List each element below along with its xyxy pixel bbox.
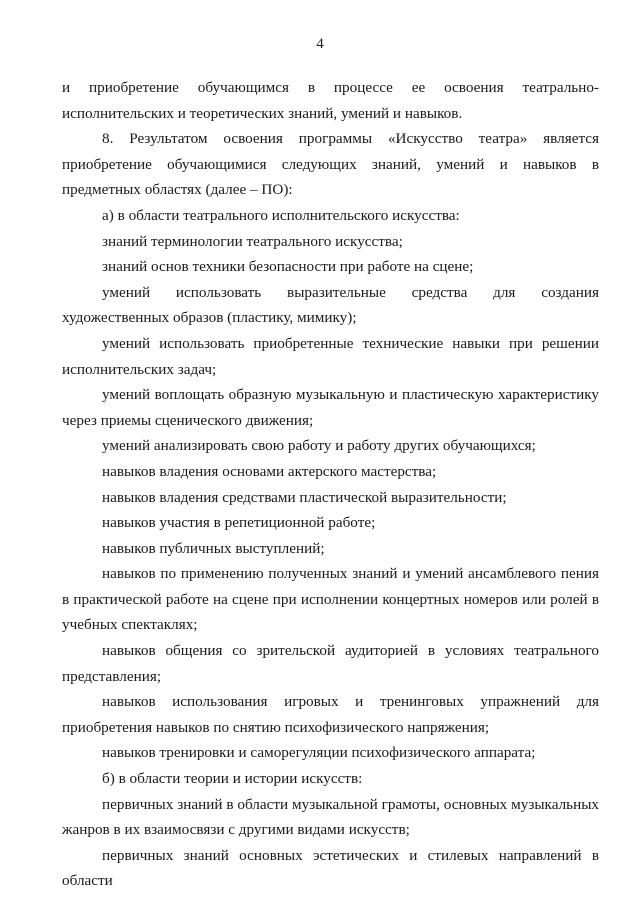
list-item: умений использовать приобретенные технические навыки при решении исполнительских задач; [62, 334, 599, 378]
list-item: навыков владения основами актерского мастерства; [102, 462, 437, 480]
list-item: навыков тренировки и саморегуляции психофизического аппарата; [102, 744, 536, 762]
list-item: знаний терминологии театрального искусства; [102, 232, 403, 250]
list-item: умений анализировать свою работу и работу других обучающихся; [102, 437, 536, 455]
list-item: знаний основ техники безопасности при работе на сцене; [102, 258, 474, 276]
document-body [62, 75, 599, 894]
list-item: навыков публичных выступлений; [102, 539, 325, 557]
paragraph-continuation: и приобретение обучающимся в процессе ее освоения театрально-исполнительских и теоретических знаний, умений и навыков. [62, 79, 599, 122]
list-item: умений воплощать образную музыкальную и пластическую характеристику через приемы сценического движения; [62, 386, 599, 429]
section-heading-theatre: а) в области театрального исполнительского искусства: [102, 206, 460, 224]
page-number: 4 [316, 36, 324, 52]
list-item: навыков по применению полученных знаний и умений ансамблевого пения в практической работе на сцене при исполнении концертных номеров или ролей в учебных спектаклях; [62, 565, 599, 634]
list-item: навыков участия в репетиционной работе; [102, 514, 376, 532]
list-item: навыков использования игровых и тренинговых упражнений для приобретения навыков по снятию психофизического напряжения; [62, 693, 599, 736]
list-item: первичных знаний основных эстетических и стилевых направлений в области [62, 846, 599, 890]
paragraph-results-intro: 8. Результатом освоения программы «Искусство театра» является приобретение обучающимися следующих знаний, умений и навыков в предметных областях (далее – ПО): [62, 130, 599, 199]
list-item: навыков общения со зрительской аудиторией в условиях театрального представления; [62, 642, 599, 685]
list-item: навыков владения средствами пластической выразительности; [102, 488, 507, 506]
list-item: умений использовать выразительные средства для создания художественных образов (пластику, мимику); [62, 283, 599, 327]
section-heading-theory: б) в области теории и истории искусств: [102, 770, 363, 788]
list-item: первичных знаний в области музыкальной грамоты, основных музыкальных жанров в их взаимосвязи с другими видами искусств; [62, 795, 599, 839]
